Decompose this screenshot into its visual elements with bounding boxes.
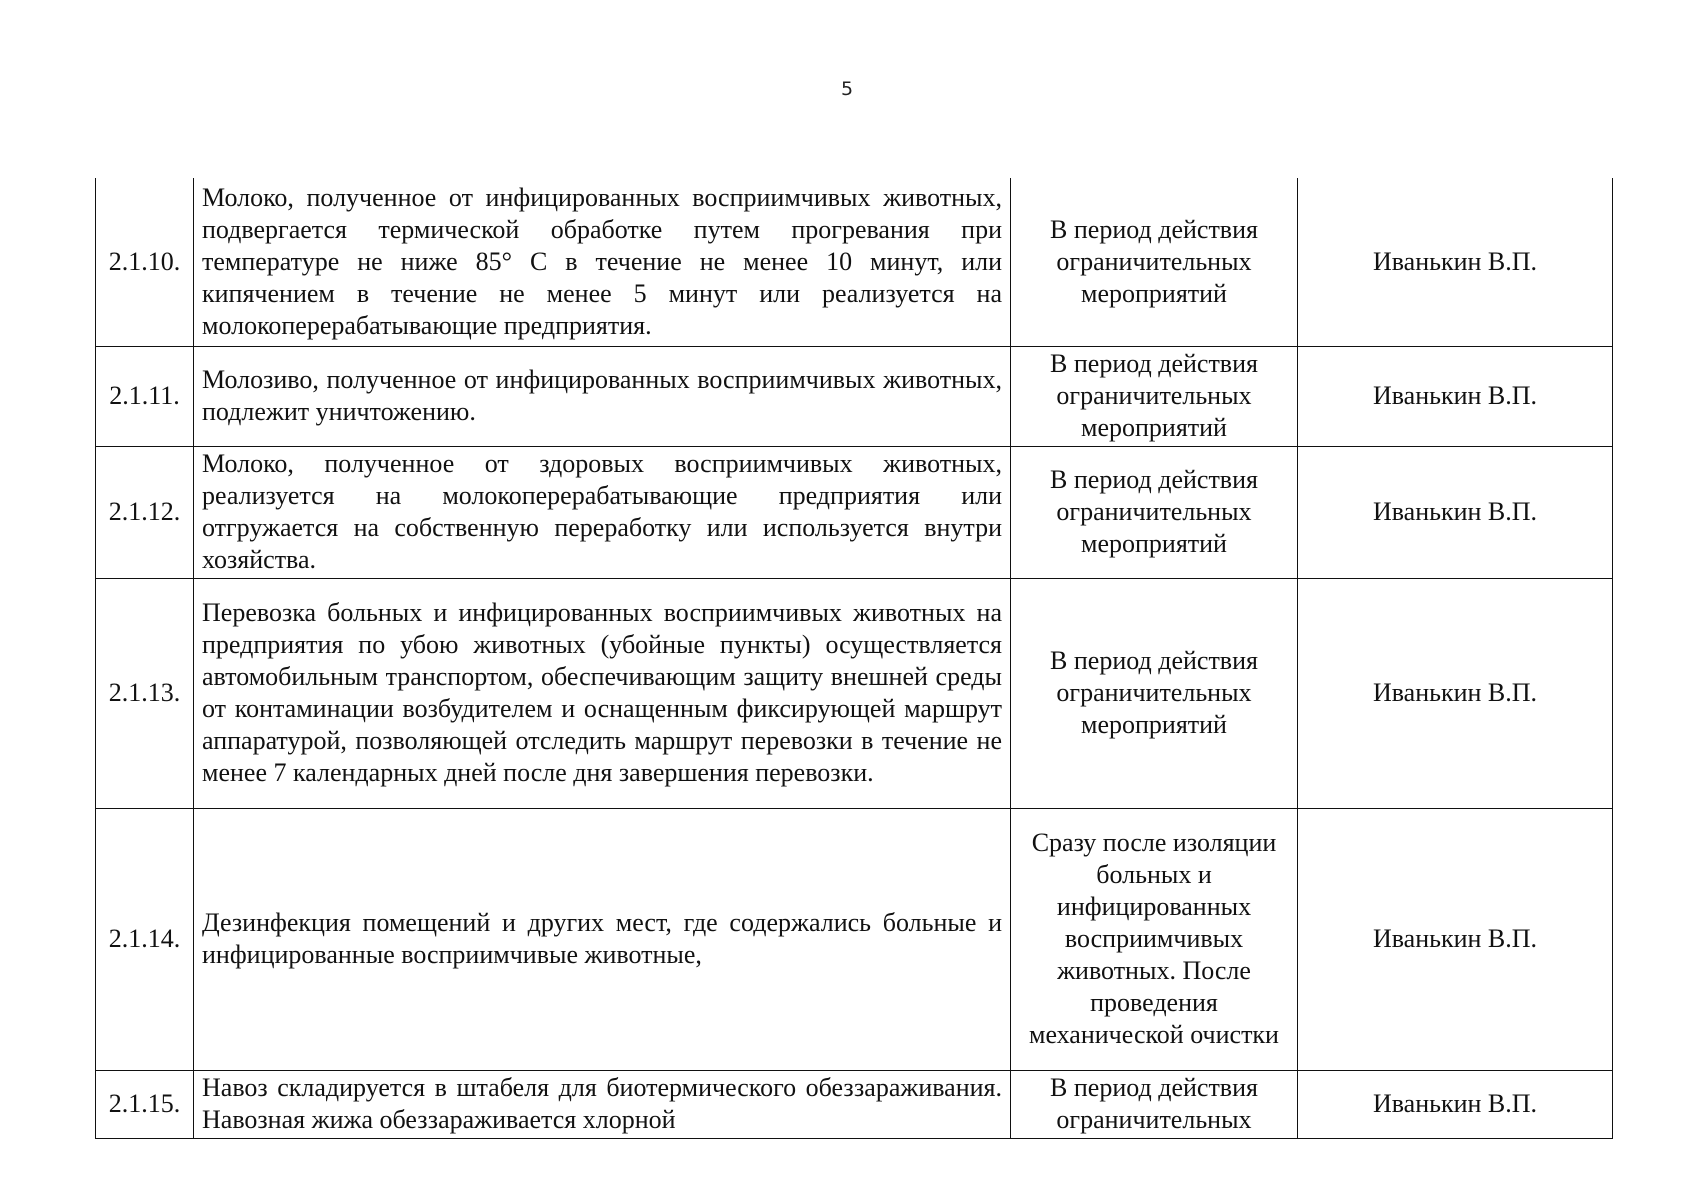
responsible-person: Иванькин В.П. xyxy=(1298,808,1613,1070)
measure-text: Перевозка больных и инфицированных восприимчивых животных на предприятия по убою животных (убойные пункты) осуществляется автомобильным транспортом, обеспечивающим защиту внешней среды от контаминации возбудителем и оснащенным фиксирующей маршрут аппаратурой, позволяющей отследить маршрут перевозки в течение не менее 7 календарных дней после дня завершения перевозки. xyxy=(194,578,1011,808)
deadline-text: В период действия ограничительных мероприятий xyxy=(1011,446,1298,578)
measure-text: Навоз складируется в штабеля для биотермического обеззараживания. Навозная жижа обеззараживается хлорной xyxy=(194,1070,1011,1138)
measures-table xyxy=(95,178,1613,1139)
item-number: 2.1.14. xyxy=(96,808,194,1070)
responsible-person: Иванькин В.П. xyxy=(1298,178,1613,346)
item-number: 2.1.15. xyxy=(96,1070,194,1138)
deadline-text: В период действия ограничительных мероприятий xyxy=(1011,578,1298,808)
table-row xyxy=(96,1070,1613,1138)
deadline-text: В период действия ограничительных мероприятий xyxy=(1011,178,1298,346)
page-number: 5 xyxy=(840,78,854,100)
responsible-person: Иванькин В.П. xyxy=(1298,346,1613,446)
responsible-person: Иванькин В.П. xyxy=(1298,578,1613,808)
deadline-text: Сразу после изоляции больных и инфицированных восприимчивых животных. После проведения механической очистки xyxy=(1011,808,1298,1070)
measure-text: Молозиво, полученное от инфицированных восприимчивых животных, подлежит уничтожению. xyxy=(194,346,1011,446)
responsible-person: Иванькин В.П. xyxy=(1298,1070,1613,1138)
table-row xyxy=(96,808,1613,1070)
deadline-text: В период действия ограничительных мероприятий xyxy=(1011,346,1298,446)
measure-text: Молоко, полученное от инфицированных восприимчивых животных, подвергается термической обработке путем прогревания при температуре не ниже 85° С в течение не менее 10 минут, или кипячением в течение не менее 5 минут или реализуется на молокоперерабатывающие предприятия. xyxy=(194,178,1011,346)
table-row xyxy=(96,346,1613,446)
measure-text: Дезинфекция помещений и других мест, где содержались больные и инфицированные восприимчивые животные, xyxy=(194,808,1011,1070)
item-number: 2.1.11. xyxy=(96,346,194,446)
table-row xyxy=(96,178,1613,346)
table-row xyxy=(96,578,1613,808)
item-number: 2.1.13. xyxy=(96,578,194,808)
table-row xyxy=(96,446,1613,578)
item-number: 2.1.10. xyxy=(96,178,194,346)
deadline-text: В период действия ограничительных xyxy=(1011,1070,1298,1138)
item-number: 2.1.12. xyxy=(96,446,194,578)
responsible-person: Иванькин В.П. xyxy=(1298,446,1613,578)
measure-text: Молоко, полученное от здоровых восприимчивых животных, реализуется на молокоперерабатывающие предприятия или отгружается на собственную переработку или используется внутри хозяйства. xyxy=(194,446,1011,578)
